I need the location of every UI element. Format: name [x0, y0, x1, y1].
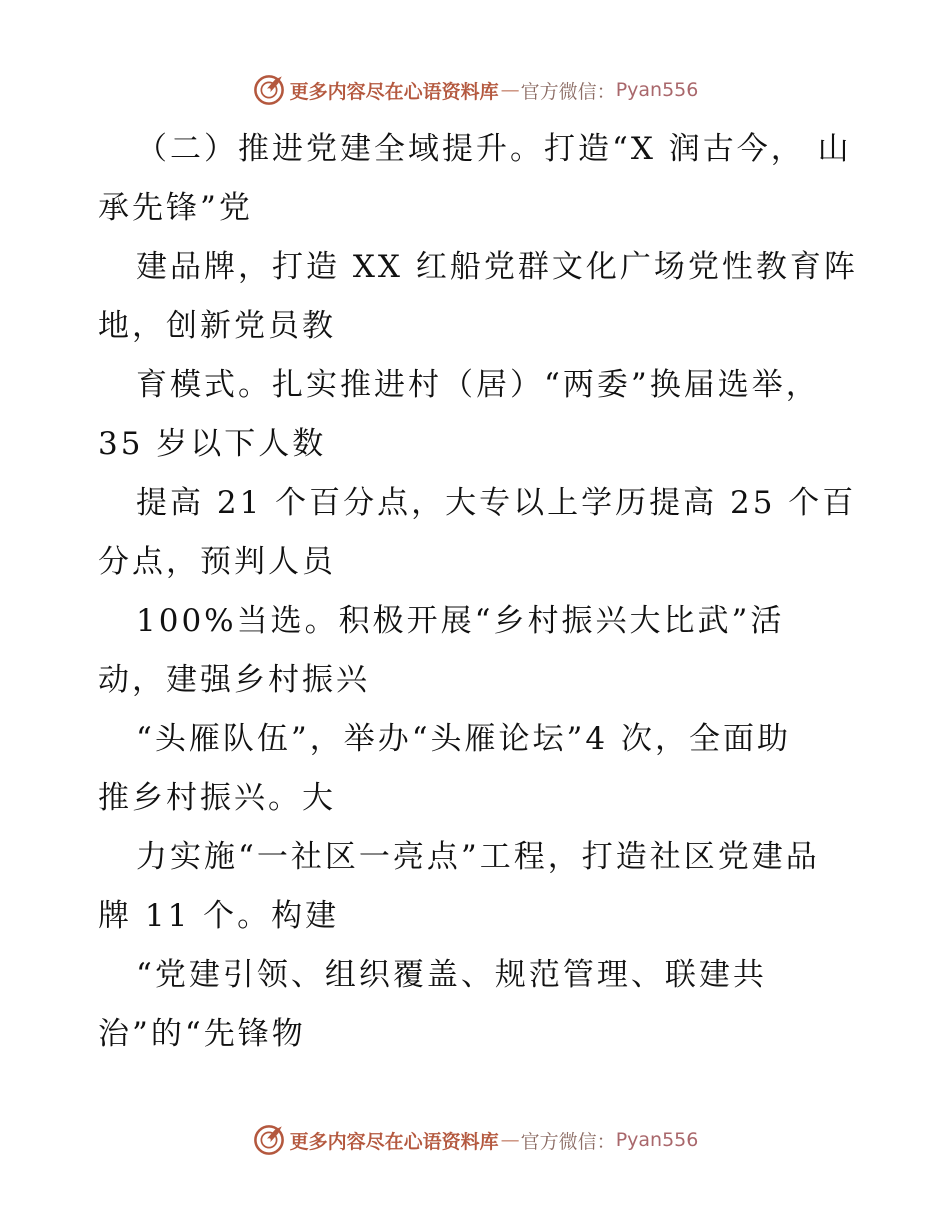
text-line: 育模式。扎实推进村（居）“两委”换届选举，: [136, 367, 820, 403]
text-line: 治”的“先锋物: [98, 1016, 306, 1052]
banner-separator: —: [500, 1129, 519, 1151]
banner-separator: —: [500, 79, 519, 101]
text-line: 推乡村振兴。大: [98, 780, 336, 816]
text-line: 承先锋”党: [98, 190, 253, 226]
text-line: 力实施“一社区一亮点”工程，打造社区党建品: [136, 839, 820, 875]
banner-wechat-id: Pyan556: [615, 1129, 699, 1151]
banner-main-text: 更多内容尽在心语资料库: [289, 80, 499, 103]
banner-wechat-label: 官方微信：: [520, 1130, 616, 1153]
text-line: 地，创新党员教: [98, 308, 336, 344]
text-line: 100%当选。积极开展“乡村振兴大比武”活: [136, 603, 785, 639]
text-line: “头雁队伍”，举办“头雁论坛”4 次，全面助: [136, 721, 791, 757]
document-body: [98, 120, 858, 1064]
pen-nib-circle-icon: [252, 1123, 286, 1157]
pen-nib-circle-icon: [252, 73, 286, 107]
footer-watermark: [0, 1120, 950, 1160]
banner-main-text: 更多内容尽在心语资料库: [289, 1130, 499, 1153]
text-line: 建品牌，打造 XX 红船党群文化广场党性教育阵: [136, 249, 858, 285]
text-line: 35 岁以下人数: [98, 426, 327, 462]
header-watermark: [0, 70, 950, 110]
text-line: 牌 11 个。构建: [98, 898, 340, 934]
text-line: 分点，预判人员: [98, 544, 336, 580]
banner-wechat-id: Pyan556: [615, 79, 699, 101]
text-line: （二）推进党建全域提升。打造“X 润古今， 山: [136, 131, 852, 167]
text-line: “党建引领、组织覆盖、规范管理、联建共: [136, 957, 767, 993]
banner-wechat-label: 官方微信：: [520, 80, 616, 103]
text-line: 提高 21 个百分点，大专以上学历提高 25 个百: [136, 485, 857, 521]
text-line: 动，建强乡村振兴: [98, 662, 370, 698]
